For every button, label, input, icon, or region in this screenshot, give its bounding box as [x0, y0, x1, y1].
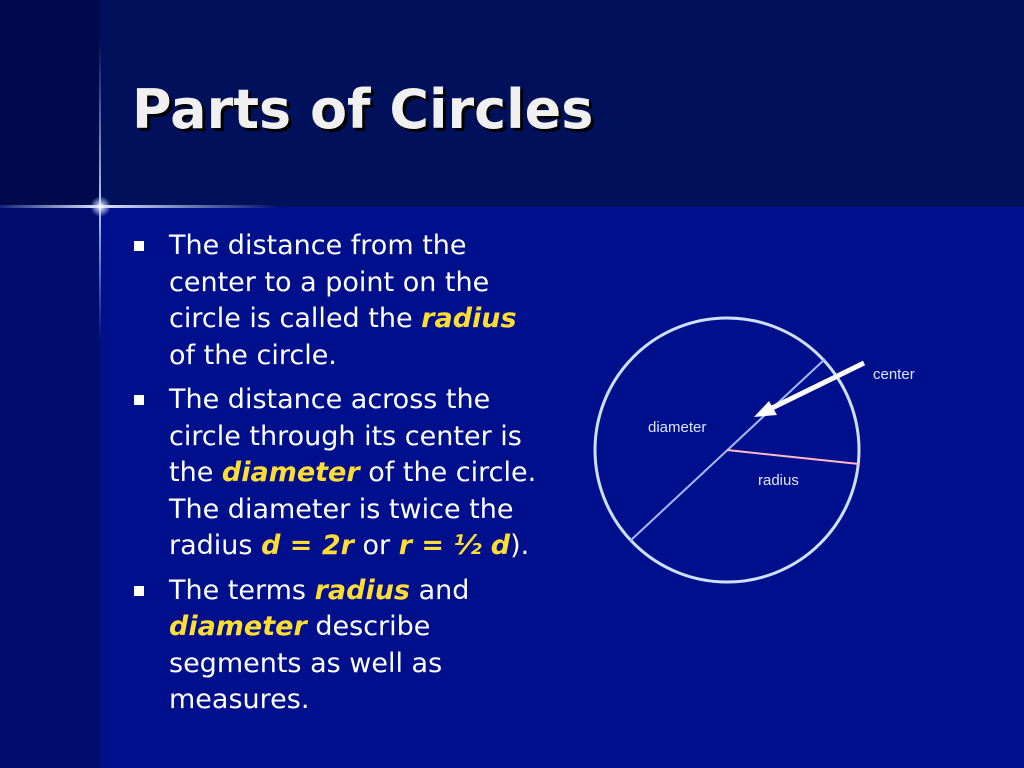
bullet-item-diameter-definition — [130, 382, 550, 565]
diameter-label: diameter — [648, 419, 707, 436]
keyword-radius: radius — [314, 574, 410, 606]
bullet-text: The terms — [169, 574, 315, 606]
bullet-text: of the circle. The diameter is twice the radius — [169, 457, 537, 561]
arrow-head-icon — [754, 401, 777, 417]
square-bullet-icon — [134, 395, 144, 405]
bullet-item-radius-definition — [130, 228, 550, 374]
bullet-item-terms — [130, 573, 550, 719]
sparkle-icon — [90, 196, 111, 217]
square-bullet-icon — [134, 586, 144, 596]
formula-r-equals-half-d: r = ½ d — [398, 530, 511, 561]
slide-title: Parts of Circles — [132, 78, 594, 141]
keyword-diameter: diameter — [221, 457, 360, 488]
bullet-text: and — [410, 574, 470, 606]
bullet-list — [130, 228, 550, 727]
bullet-text: ). — [510, 530, 530, 561]
center-label: center — [873, 366, 915, 383]
radius-label: radius — [758, 472, 799, 489]
left-strip-lower — [0, 207, 100, 768]
formula-d-equals-2r: d = 2r — [261, 530, 354, 561]
bullet-text: describe segments as well as measures. — [169, 611, 443, 715]
radius-line — [727, 450, 859, 464]
decorative-vertical-line — [99, 40, 101, 340]
square-bullet-icon — [134, 241, 144, 251]
keyword-diameter: diameter — [169, 611, 307, 642]
bullet-text: of the circle. — [169, 339, 337, 371]
bullet-text: or — [353, 530, 399, 561]
keyword-radius: radius — [421, 303, 517, 334]
bullet-text: The distance across the circle through its center is the — [169, 384, 522, 488]
decorative-horizontal-line — [0, 205, 280, 208]
bullet-text: The distance from the center to a point on the circle is called the — [169, 230, 490, 334]
circle-diagram — [580, 300, 960, 600]
